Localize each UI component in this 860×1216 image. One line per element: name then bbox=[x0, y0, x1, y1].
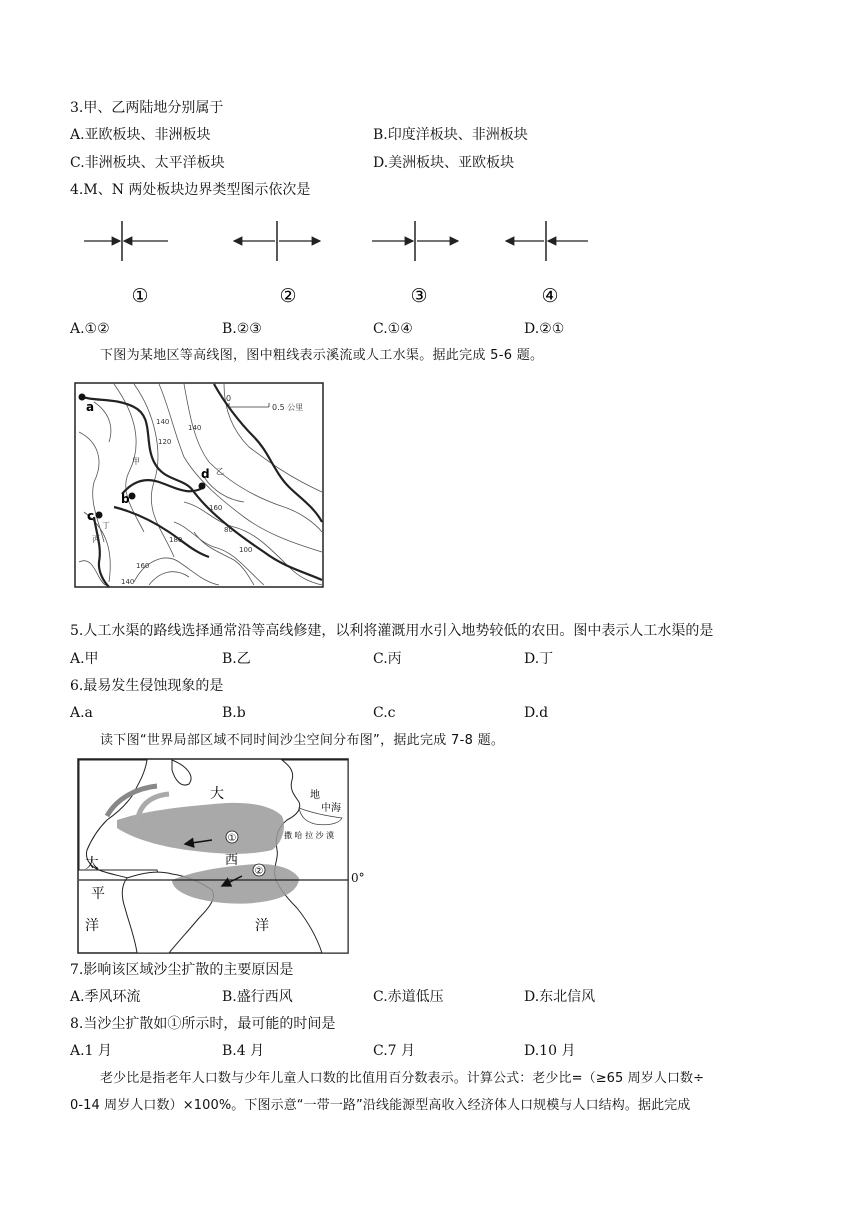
q4-option-a: A.①② bbox=[70, 321, 110, 337]
q3-option-a: A.亚欧板块、非洲板块 bbox=[70, 127, 211, 143]
contour-value-6: 100 bbox=[239, 546, 253, 554]
contour-value-1: 140 bbox=[156, 418, 170, 426]
canal-label-ding: 丁 bbox=[102, 521, 110, 530]
q5-option-b: B.乙 bbox=[222, 651, 251, 667]
q4-option-c: C.①④ bbox=[373, 321, 413, 337]
q3-stem: 3.甲、乙两陆地分别属于 bbox=[70, 100, 224, 116]
boundary-diagram-2 bbox=[234, 221, 320, 261]
intro-9-line1: 老少比是指老年人口数与少年儿童人口数的比值用百分数表示。计算公式：老少比=（≥65 周岁人口数÷ bbox=[100, 1071, 705, 1086]
pacific-label-ping: 平 bbox=[91, 886, 105, 902]
q5-stem: 5.人工水渠的路线选择通常沿等高线修建，以利将灌溉用水引入地势较低的农田。图中表示人工水渠的是 bbox=[70, 623, 714, 639]
diagram-label-3: ③ bbox=[410, 285, 428, 307]
point-c-marker bbox=[96, 512, 103, 519]
contour-value-3: 140 bbox=[188, 424, 202, 432]
point-label-c: c bbox=[87, 509, 95, 523]
q7-option-c: C.赤道低压 bbox=[373, 989, 444, 1005]
q4-option-d: D.②① bbox=[524, 321, 565, 337]
q8-stem: 8.当沙尘扩散如①所示时，最可能的时间是 bbox=[70, 1016, 336, 1032]
q7-option-d: D.东北信风 bbox=[524, 989, 596, 1005]
contour-value-2: 120 bbox=[158, 438, 172, 446]
q8-option-c: C.7 月 bbox=[373, 1043, 416, 1059]
plate-boundary-diagram bbox=[70, 215, 610, 310]
ocean-label-da: 大 bbox=[210, 786, 224, 802]
q7-option-a: A.季风环流 bbox=[70, 989, 141, 1005]
intro-5-6: 下图为某地区等高线图，图中粗线表示溪流或人工水渠。据此完成 5-6 题。 bbox=[100, 348, 544, 363]
desert-label: 撒 哈 拉 沙 漠 bbox=[284, 831, 335, 840]
q3-option-d: D.美洲板块、亚欧板块 bbox=[373, 155, 515, 171]
sea-label-1: 地 bbox=[310, 790, 320, 801]
contour-map bbox=[74, 382, 324, 588]
marker-1: ① bbox=[227, 833, 237, 844]
q8-option-b: B.4 月 bbox=[222, 1043, 265, 1059]
diagram-label-4: ④ bbox=[541, 285, 559, 307]
q8-option-a: A.1 月 bbox=[70, 1043, 112, 1059]
q6-option-b: B.b bbox=[222, 705, 246, 721]
q8-option-d: D.10 月 bbox=[524, 1043, 576, 1059]
ocean-label-xi: 西 bbox=[225, 853, 239, 868]
point-label-a: a bbox=[86, 400, 95, 414]
q5-option-c: C.丙 bbox=[373, 651, 402, 667]
contour-value-4: 160 bbox=[209, 504, 223, 512]
q5-option-d: D.丁 bbox=[524, 651, 554, 667]
contour-value-5: 80 bbox=[224, 526, 233, 534]
contour-value-7: 140 bbox=[121, 578, 135, 586]
boundary-diagram-4 bbox=[506, 221, 588, 261]
diagram-label-1: ① bbox=[131, 285, 149, 307]
point-label-d: d bbox=[201, 467, 210, 481]
scale-zero: 0 bbox=[226, 394, 232, 403]
ocean-label-yang: 洋 bbox=[255, 918, 269, 934]
intro-9-line2: 0-14 周岁人口数）×100%。下图示意“一带一路”沿线能源型高收入经济体人口规模与人口结构。据此完成 bbox=[70, 1098, 691, 1113]
point-label-b: b bbox=[121, 492, 130, 506]
boundary-diagram-3 bbox=[372, 221, 458, 261]
q4-stem: 4.M、N 两处板块边界类型图示依次是 bbox=[70, 182, 311, 198]
boundary-diagram-1 bbox=[84, 221, 168, 261]
scale-label: 0.5 公里 bbox=[272, 403, 304, 412]
q3-option-c: C.非洲板块、太平洋板块 bbox=[70, 155, 225, 171]
canal-label-yi: 乙 bbox=[216, 467, 224, 476]
q6-stem: 6.最易发生侵蚀现象的是 bbox=[70, 678, 224, 694]
intro-7-8: 读下图“世界局部区域不同时间沙尘空间分布图”，据此完成 7-8 题。 bbox=[100, 733, 505, 748]
diagram-label-2: ② bbox=[279, 285, 297, 307]
canal-label-bing: 丙 bbox=[92, 535, 100, 544]
pacific-label-tai: 太 bbox=[85, 856, 99, 872]
point-d-marker bbox=[199, 483, 206, 490]
marker-2: ② bbox=[254, 866, 264, 877]
q7-stem: 7.影响该区域沙尘扩散的主要原因是 bbox=[70, 962, 294, 978]
dust-distribution-map bbox=[77, 758, 349, 954]
q3-option-b: B.印度洋板块、非洲板块 bbox=[373, 127, 528, 143]
canal-label-jia: 甲 bbox=[132, 457, 140, 466]
q4-option-b: B.②③ bbox=[222, 321, 262, 337]
point-a-marker bbox=[79, 394, 86, 401]
contour-value-8: 160 bbox=[136, 562, 150, 570]
q6-option-d: D.d bbox=[524, 705, 549, 721]
q6-option-a: A.a bbox=[70, 705, 93, 721]
pacific-label-yang: 洋 bbox=[85, 918, 99, 934]
contour-value-9: 180 bbox=[169, 536, 183, 544]
equator-label: 0° bbox=[351, 871, 365, 885]
q6-option-c: C.c bbox=[373, 705, 396, 721]
q7-option-b: B.盛行西风 bbox=[222, 989, 293, 1005]
q5-option-a: A.甲 bbox=[70, 651, 99, 667]
sea-label-2: 中海 bbox=[321, 803, 341, 814]
